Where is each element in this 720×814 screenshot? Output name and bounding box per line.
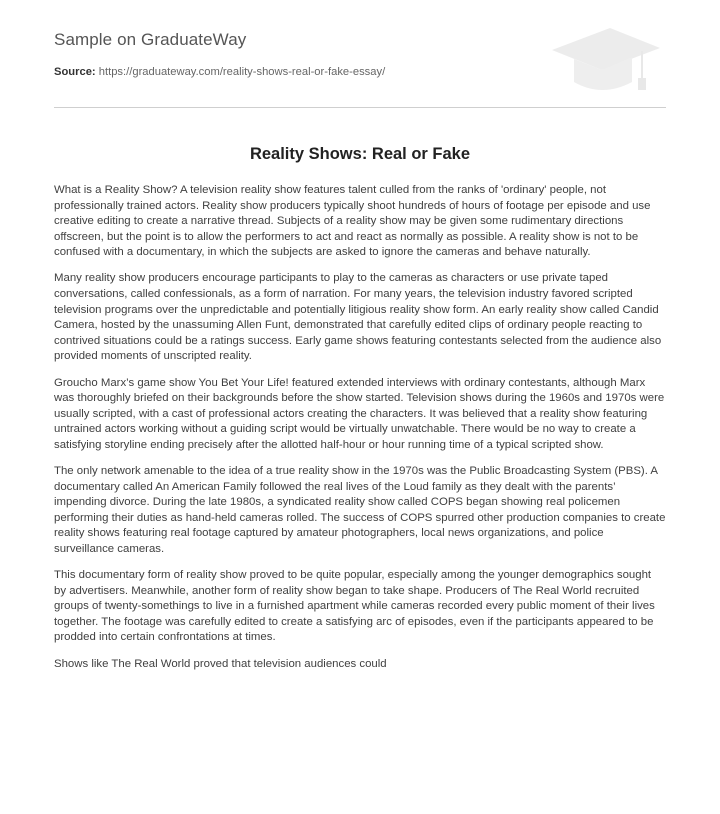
header-divider bbox=[54, 107, 666, 108]
source-label: Source: bbox=[54, 66, 96, 78]
brand-title: Sample on GraduateWay bbox=[54, 30, 247, 49]
paragraph: Many reality show producers encourage participants to play to the cameras as characters or use private taped conversations, called confessionals, as a form of narration. For many years, the television industry favored scripted television programs over the unpredictable and potentially litigious reality show form. An early reality show called Candid Camera, hosted by the unassuming Allen Funt, demonstrated that carefully edited clips of ordinary people reacting to contrived situations could be a ratings success. Early game shows featuring contestants selected from the audience also provided moments of unscripted reality. bbox=[54, 272, 662, 363]
essay-body bbox=[54, 183, 666, 683]
essay-title: Reality Shows: Real or Fake bbox=[249, 145, 471, 163]
paragraph: Groucho Marx’s game show You Bet Your Life! featured extended interviews with ordinary contestants, although Marx was thoroughly briefed on their backgrounds before the show started. Television shows during the 1960s and 1970s were usually scripted, with a cast of professional actors creating the characters. It was believed that a reality show featuring untrained actors working without a guiding script would be virtually unwatchable. There would be no way to create a satisfying storyline ending precisely after the allotted half-hour or hour running time of a typical scripted show. bbox=[54, 376, 665, 451]
paragraph: The only network amenable to the idea of a true reality show in the 1970s was the Public Broadcasting System (PBS). A documentary called An American Family followed the real lives of the Loud family as they dealt with the parents’ impending divorce. During the late 1980s, a syndicated reality show called COPS began showing real policemen performing their duties as hand-held cameras rolled. The success of COPS spurred other production companies to create reality shows featuring real footage captured by amateur photographers, local news organizations, and police surveillance cameras. bbox=[54, 465, 666, 555]
paragraph: This documentary form of reality show proved to be quite popular, especially among the younger demographics sought by advertisers. Meanwhile, another form of reality show began to take shape. Producers of The Real World recruited groups of twenty-somethings to live in a furnished apartment while cameras recorded every public moment of their lives together. The footage was carefully edited to create a satisfying arc of episodes, even if the participants appeared to be prodded into certain confrontations at times. bbox=[54, 569, 655, 644]
paragraph: What is a Reality Show? A television reality show features talent culled from the ranks of 'ordinary' people, not professionally trained actors. Reality show producers typically shoot hundreds of hours of footage per episode and use creative editing to create a narrative thread. Subjects of a reality show may be given some rudimentary directions offscreen, but the point is to allow the performers to act and react as normally as possible. A reality show is not to be confused with a documentary, in which the subjects are asked to ignore the cameras and behave naturally. bbox=[54, 184, 651, 259]
source-link[interactable]: https://graduateway.com/reality-shows-real-or-fake-essay/ bbox=[98, 66, 386, 78]
graduation-cap-icon bbox=[544, 20, 666, 98]
paragraph: Shows like The Real World proved that television audiences could bbox=[54, 657, 387, 670]
